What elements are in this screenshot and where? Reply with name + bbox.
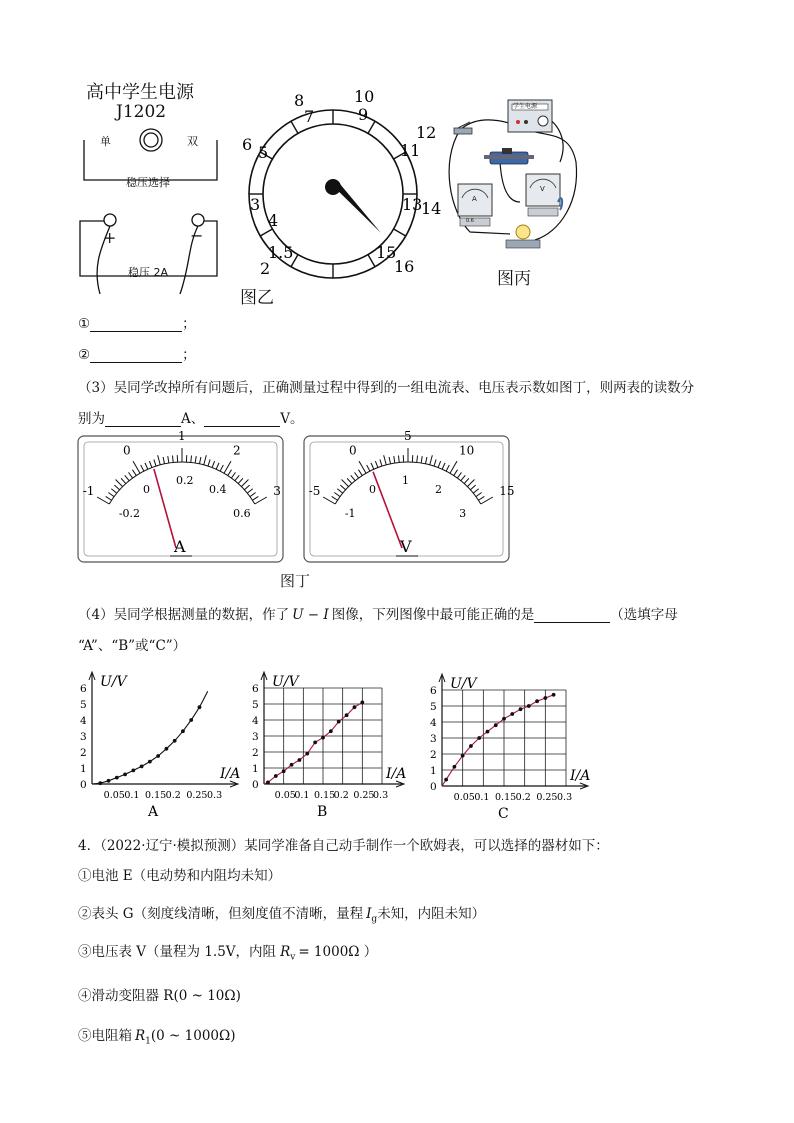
circuit-voltmeter-label: V <box>540 185 545 193</box>
dial-number: 7 <box>304 107 315 126</box>
meter-inner-label: 0.4 <box>209 482 227 496</box>
item2-symbol: I <box>366 906 372 922</box>
ammeter-dial <box>78 429 283 562</box>
circuit-range-label: 0.6 <box>466 218 474 224</box>
dial-number: 1.5 <box>268 243 294 262</box>
y-tick-label: 3 <box>252 731 259 743</box>
q4-variable: U − I <box>292 607 329 623</box>
y-tick-label: 4 <box>80 715 87 727</box>
meter-inner-label: 0.6 <box>233 507 251 520</box>
plus-label: + <box>103 228 117 247</box>
item2-text: ②表头 G（刻度线清晰，但刻度值不清晰，量程 <box>78 906 364 922</box>
ui-charts <box>70 660 610 820</box>
x-tick-label: 0.2 <box>165 790 181 801</box>
meter-outer-label: 10 <box>459 443 475 458</box>
meter-inner-label: -0.2 <box>118 507 141 520</box>
data-point <box>527 704 531 708</box>
switch-right-label: 双 <box>187 135 198 148</box>
dial-number: 13 <box>402 195 423 214</box>
data-point <box>173 739 177 743</box>
output-caption: 稳压 2A <box>128 266 169 279</box>
x-tick-label: 0.15 <box>495 792 517 803</box>
power-supply-figure <box>70 78 230 293</box>
data-point <box>337 720 341 724</box>
data-point <box>189 718 193 722</box>
y-tick-label: 0 <box>80 779 87 791</box>
y-axis-label: U/V <box>100 674 127 690</box>
meter-inner-label: -1 <box>344 507 356 520</box>
q3-suffix: V。 <box>280 411 304 427</box>
data-point <box>461 754 465 758</box>
data-point <box>123 773 127 777</box>
data-point <box>345 713 349 717</box>
lamp-base-icon <box>506 240 540 248</box>
data-point <box>148 760 152 764</box>
dial-number: 16 <box>394 257 415 276</box>
dial-number: 4 <box>268 211 279 230</box>
minus-label: − <box>190 226 204 245</box>
item5-symbol: R <box>135 1028 146 1044</box>
x-tick-label: 0.3 <box>207 790 223 801</box>
data-point <box>510 712 514 716</box>
answer-1-end: ； <box>182 316 196 332</box>
y-tick-label: 2 <box>252 747 259 759</box>
meter-outer-label: 15 <box>499 484 515 498</box>
data-point <box>543 696 547 700</box>
y-tick-label: 6 <box>430 685 437 697</box>
x-tick-label: 0.05 <box>103 790 125 801</box>
data-point <box>274 774 278 778</box>
y-tick-label: 5 <box>80 699 87 711</box>
meter-inner-label: 0 <box>369 482 376 496</box>
y-tick-label: 4 <box>430 717 437 729</box>
x-axis-label: I/A <box>220 766 241 782</box>
x-tick-label: 0.2 <box>333 790 349 801</box>
meter-outer-label: 0 <box>123 443 131 458</box>
data-point <box>486 730 490 734</box>
x-tick-label: 0.05 <box>274 790 296 801</box>
data-point <box>502 717 506 721</box>
circuit-supply-label: 学生电源 <box>513 103 538 110</box>
data-point <box>115 776 119 780</box>
item5-text-end: (0 ~ 1000Ω) <box>150 1028 236 1044</box>
chart-title: A <box>148 804 159 820</box>
dial-number: 6 <box>242 135 253 154</box>
answer-line-1 <box>78 312 196 332</box>
y-tick-label: 3 <box>430 733 437 745</box>
data-point <box>313 741 317 745</box>
meter-outer-label: -5 <box>308 484 321 498</box>
q3-current-blank[interactable] <box>105 426 181 427</box>
dial-number: 3 <box>250 195 261 214</box>
meter-outer-label: 5 <box>404 429 412 443</box>
equipment-item-1: ①电池 E（电动势和内阻均未知） <box>78 868 282 884</box>
data-point <box>165 747 169 751</box>
data-point <box>298 758 302 762</box>
y-axis-label: U/V <box>272 674 299 690</box>
data-point <box>477 736 481 740</box>
y-tick-label: 3 <box>80 731 87 743</box>
meter-outer-label: 2 <box>233 443 241 458</box>
answer-1-marker: ① <box>78 316 91 332</box>
dial-number: 10 <box>354 87 375 106</box>
data-point <box>329 729 333 733</box>
item3-text: ③电压表 V（量程为 1.5V，内阻 <box>78 944 277 960</box>
positive-terminal-icon <box>104 214 116 226</box>
data-point <box>290 763 294 767</box>
q4-line-2: “A”、“B”或“C”） <box>78 638 187 654</box>
meter-outer-label: -1 <box>82 484 95 498</box>
answer-1-blank[interactable] <box>90 331 182 332</box>
data-point <box>353 705 357 709</box>
q4-answer-blank[interactable] <box>534 622 610 623</box>
q3-prefix: 别为 <box>78 411 105 427</box>
y-tick-label: 0 <box>252 779 259 791</box>
selector-knob-icon <box>140 129 162 151</box>
data-point <box>453 765 457 769</box>
series-line <box>442 695 554 786</box>
meter-inner-label: 0 <box>143 482 150 496</box>
data-point <box>181 729 185 733</box>
circuit-caption: 图丙 <box>497 269 531 289</box>
x-tick-label: 0.15 <box>314 790 336 801</box>
data-point <box>198 705 202 709</box>
equipment-item-3 <box>78 940 377 963</box>
meter-letter: V <box>400 537 412 556</box>
q4-mid: 图像，下列图像中最可能正确的是 <box>331 607 535 623</box>
dial-number: 9 <box>358 105 369 124</box>
y-tick-label: 4 <box>252 715 259 727</box>
dial-number: 11 <box>400 141 421 160</box>
data-point <box>107 779 111 783</box>
meter-letter: A <box>174 537 186 556</box>
y-tick-label: 6 <box>80 683 87 695</box>
data-point <box>131 769 135 773</box>
meter-inner-label: 0.2 <box>176 474 194 487</box>
meter-outer-label: 0 <box>349 443 357 458</box>
x-tick-label: 0.1 <box>294 790 310 801</box>
x-tick-label: 0.25 <box>353 790 375 801</box>
meter-outer-label: 1 <box>178 429 186 443</box>
data-point <box>444 778 448 782</box>
chart-B <box>252 672 406 820</box>
meters-caption: 图丁 <box>280 572 311 590</box>
y-tick-label: 2 <box>80 747 87 759</box>
x-tick-label: 0.15 <box>145 790 167 801</box>
voltmeter-dial <box>304 429 515 562</box>
data-point <box>552 693 556 697</box>
y-axis-label: U/V <box>450 676 477 692</box>
x-tick-label: 0.3 <box>373 790 389 801</box>
item3-text-end: = 1000Ω ） <box>298 944 378 960</box>
chart-A <box>80 672 240 820</box>
y-tick-label: 2 <box>430 749 437 761</box>
meter-inner-label: 1 <box>402 474 409 487</box>
item3-symbol: R <box>280 944 291 960</box>
dial-number: 14 <box>421 199 442 218</box>
data-point <box>469 744 473 748</box>
answer-2-marker: ② <box>78 347 91 363</box>
negative-terminal-icon <box>192 214 204 226</box>
dial-caption: 图乙 <box>240 288 274 308</box>
bulb-icon <box>516 225 530 239</box>
chart-title: C <box>498 806 509 822</box>
equipment-item-5 <box>78 1024 235 1047</box>
q3-mid: A、 <box>181 411 205 427</box>
data-point <box>494 723 498 727</box>
y-tick-label: 0 <box>430 781 437 793</box>
dial-number: 8 <box>294 91 305 110</box>
q4-prefix: （4）吴同学根据测量的数据，作了 <box>78 607 290 623</box>
x-tick-label: 0.25 <box>186 790 208 801</box>
circuit-figure <box>440 92 590 262</box>
data-point <box>519 707 523 711</box>
dial-number: 12 <box>416 123 437 142</box>
y-tick-label: 5 <box>430 701 437 713</box>
item2-text-end: 未知，内阻未知） <box>377 906 486 922</box>
x-tick-label: 0.25 <box>536 792 558 803</box>
answer-2-end: ； <box>182 347 196 363</box>
item5-text: ⑤电阻箱 <box>78 1028 132 1044</box>
data-point <box>140 765 144 769</box>
x-axis-label: I/A <box>386 766 407 782</box>
y-tick-label: 5 <box>252 699 259 711</box>
answer-2-blank[interactable] <box>90 362 182 363</box>
circuit-ammeter-label: A <box>472 195 477 203</box>
series-line <box>92 691 208 784</box>
data-point <box>282 769 286 773</box>
dial-number: 15 <box>376 243 397 262</box>
data-point <box>156 754 160 758</box>
data-point <box>535 699 539 703</box>
data-point <box>305 752 309 756</box>
q4-suffix: （选填字母 <box>610 607 678 623</box>
switch-left-label: 单 <box>100 135 111 148</box>
data-point <box>360 701 364 705</box>
item5-subscript: 1 <box>145 1036 151 1047</box>
x-tick-label: 0.05 <box>453 792 475 803</box>
x-tick-label: 0.2 <box>515 792 531 803</box>
dial-figure <box>236 86 446 306</box>
y-tick-label: 1 <box>80 763 87 775</box>
q3-line-2 <box>78 407 304 427</box>
data-point <box>98 781 102 785</box>
y-tick-label: 1 <box>252 763 259 775</box>
equipment-item-4: ④滑动变阻器 R(0 ~ 10Ω) <box>78 988 241 1004</box>
data-point <box>266 781 270 785</box>
chart-C <box>430 674 590 822</box>
item2-subscript: g <box>371 914 378 925</box>
answer-line-2 <box>78 343 196 363</box>
equipment-item-2 <box>78 902 485 925</box>
meter-outer-label: 3 <box>273 484 281 498</box>
x-axis-label: I/A <box>570 768 591 784</box>
x-tick-label: 0.1 <box>474 792 490 803</box>
power-supply-title: 高中学生电源 <box>86 82 194 103</box>
y-tick-label: 6 <box>252 683 259 695</box>
power-supply-model: J1202 <box>116 102 167 122</box>
q3-voltage-blank[interactable] <box>204 426 280 427</box>
q4-line-1 <box>78 603 678 623</box>
meter-inner-label: 3 <box>459 507 467 520</box>
problem-4-heading: 4．（2022·辽宁·模拟预测）某同学准备自己动手制作一个欧姆表，可以选择的器材如下： <box>78 838 609 854</box>
x-tick-label: 0.1 <box>124 790 140 801</box>
x-tick-label: 0.3 <box>557 792 573 803</box>
chart-title: B <box>317 804 328 820</box>
q3-line-1: （3）吴同学改掉所有问题后，正确测量过程中得到的一组电流表、电压表示数如图丁，则两表的读数分 <box>78 380 695 396</box>
dial-number: 2 <box>260 259 271 278</box>
item3-subscript: v <box>290 952 296 963</box>
meter-inner-label: 2 <box>435 482 442 496</box>
switch-caption: 稳压选择 <box>126 176 170 189</box>
data-point <box>321 736 325 740</box>
y-tick-label: 1 <box>430 765 437 777</box>
dial-number: 5 <box>258 143 269 162</box>
meters-figure <box>76 429 515 564</box>
